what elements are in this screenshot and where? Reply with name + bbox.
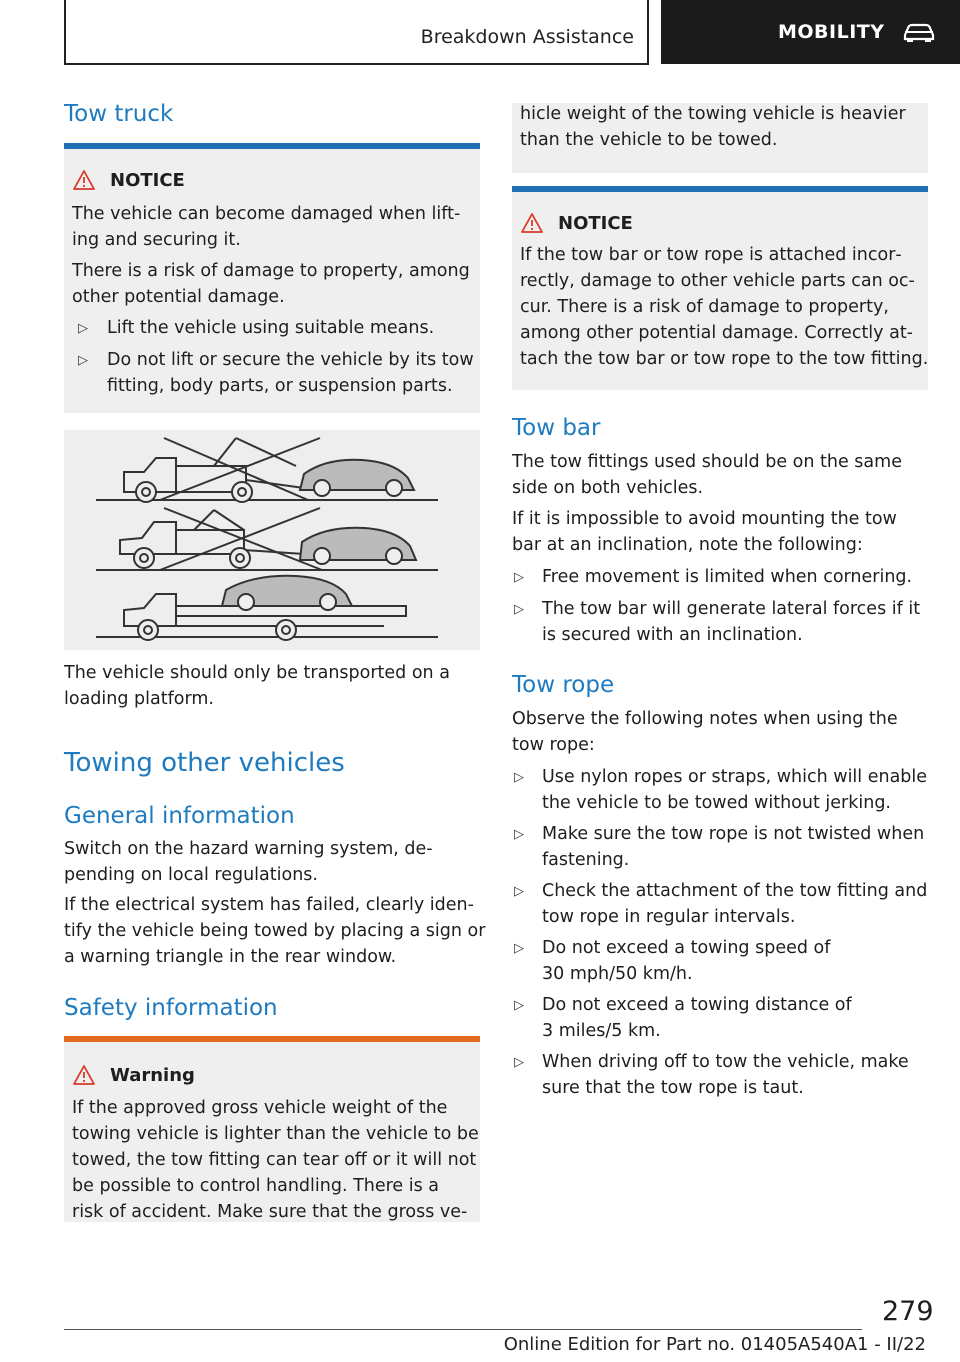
header-chapter-label: MOBILITY (778, 21, 885, 43)
bullet-marker: ▷ (514, 770, 524, 785)
body-text-line: If it is impossible to avoid mounting the tow (512, 509, 897, 529)
body-text-line: pending on local regulations. (64, 865, 318, 885)
bullet-marker: ▷ (514, 570, 524, 585)
heading-tow-rope: Tow rope (512, 672, 615, 698)
list-item: ▷ Use nylon ropes or straps, which will enable the vehicle to be towed without jerking. (514, 767, 928, 813)
heading-tow-truck: Tow truck (64, 101, 174, 127)
tow-truck-illustration (64, 430, 480, 650)
header-bottom-rule (64, 63, 649, 65)
heading-safety-information: Safety information (64, 995, 278, 1021)
notice-label: NOTICE (558, 212, 633, 234)
notice-text-line: If the tow bar or tow rope is attached incor‐ (520, 245, 902, 265)
header-section-title: Breakdown Assistance (420, 26, 634, 48)
bullet-marker: ▷ (514, 602, 524, 617)
car-icon (901, 21, 937, 43)
list-item: ▷ Check the attachment of the tow fitting and tow rope in regular intervals. (514, 881, 928, 927)
warning-triangle-icon (72, 1064, 96, 1086)
body-text-line: tify the vehicle being towed by placing a sign or (64, 921, 486, 941)
body-text-line: tow rope: (512, 735, 595, 755)
warning-text-line: towed, the tow fitting can tear off or it will not (72, 1150, 477, 1170)
notice-header (520, 212, 633, 234)
warning-label: Warning (110, 1064, 195, 1086)
body-text-line: loading platform. (64, 689, 214, 709)
bullet-marker: ▷ (78, 321, 88, 336)
body-text-line: bar at an inclination, note the following: (512, 535, 863, 555)
body-text-line: side on both vehicles. (512, 478, 704, 498)
notice-text-line: The vehicle can become damaged when lift‐ (72, 204, 461, 224)
footer-edition: Online Edition for Part no. 01405A540A1 - II/22 (503, 1334, 926, 1355)
notice-header (72, 169, 185, 191)
tow-truck-drawing (64, 430, 480, 650)
warning-text-line: risk of accident. Make sure that the gross ve‐ (72, 1202, 468, 1222)
page-number: 279 (882, 1296, 934, 1327)
warning-text-line: towing vehicle is lighter than the vehicle to be (72, 1124, 479, 1144)
header-chapter-tab (661, 0, 960, 64)
notice-text-line: other potential damage. (72, 287, 285, 307)
bullet-marker: ▷ (514, 941, 524, 956)
body-text-line: Observe the following notes when using the (512, 709, 898, 729)
list-item: ▷ Do not exceed a towing speed of 30 mph/50 km/h. (514, 938, 831, 984)
body-text-line: Switch on the hazard warning system, de‐ (64, 839, 433, 859)
body-text-line: If the electrical system has failed, clearly iden‐ (64, 895, 474, 915)
list-item: ▷ Do not lift or secure the vehicle by its tow fitting, body parts, or suspension parts. (78, 350, 474, 396)
list-item: ▷ When driving off to tow the vehicle, make sure that the tow rope is taut. (514, 1052, 909, 1098)
warning-triangle-icon (520, 212, 544, 234)
warning-text-line: If the approved gross vehicle weight of the (72, 1098, 448, 1118)
warning-header (72, 1064, 195, 1086)
bullet-marker: ▷ (514, 998, 524, 1013)
header-left-rule (64, 0, 66, 64)
body-text-line: The tow fittings used should be on the same (512, 452, 902, 472)
notice-text-line: rectly, damage to other vehicle parts can oc‐ (520, 271, 915, 291)
warning-triangle-icon (72, 169, 96, 191)
warning-text-line: be possible to control handling. There is a (72, 1176, 440, 1196)
list-item: ▷ Do not exceed a towing distance of 3 miles/5 km. (514, 995, 852, 1041)
footer-rule (64, 1329, 862, 1330)
notice-text-line: There is a risk of damage to property, among (72, 261, 470, 281)
heading-towing-other-vehicles: Towing other vehicles (64, 748, 345, 778)
body-text-line: The vehicle should only be transported on a (64, 663, 450, 683)
notice-text-line: ing and securing it. (72, 230, 241, 250)
heading-tow-bar: Tow bar (512, 415, 601, 441)
notice-label: NOTICE (110, 169, 185, 191)
list-item: ▷ Free movement is limited when cornering. (514, 565, 930, 591)
bullet-marker: ▷ (514, 884, 524, 899)
list-item: ▷ The tow bar will generate lateral forces if it is secured with an inclination. (514, 599, 921, 645)
bullet-marker: ▷ (78, 353, 88, 368)
list-item: ▷ Lift the vehicle using suitable means. (78, 316, 478, 342)
notice-text-line: tach the tow bar or tow rope to the tow fitting. (520, 349, 929, 369)
body-text-line: a warning triangle in the rear window. (64, 947, 397, 967)
heading-general-information: General information (64, 803, 295, 829)
warning-text-line: than the vehicle to be towed. (520, 130, 778, 150)
warning-text-line: hicle weight of the towing vehicle is heavier (520, 104, 906, 124)
notice-text-line: among other potential damage. Correctly at‐ (520, 323, 913, 343)
list-item: ▷ Make sure the tow rope is not twisted when fastening. (514, 824, 925, 870)
notice-text-line: cur. There is a risk of damage to property, (520, 297, 889, 317)
bullet-marker: ▷ (514, 1055, 524, 1070)
bullet-marker: ▷ (514, 827, 524, 842)
header-divider (647, 0, 649, 64)
